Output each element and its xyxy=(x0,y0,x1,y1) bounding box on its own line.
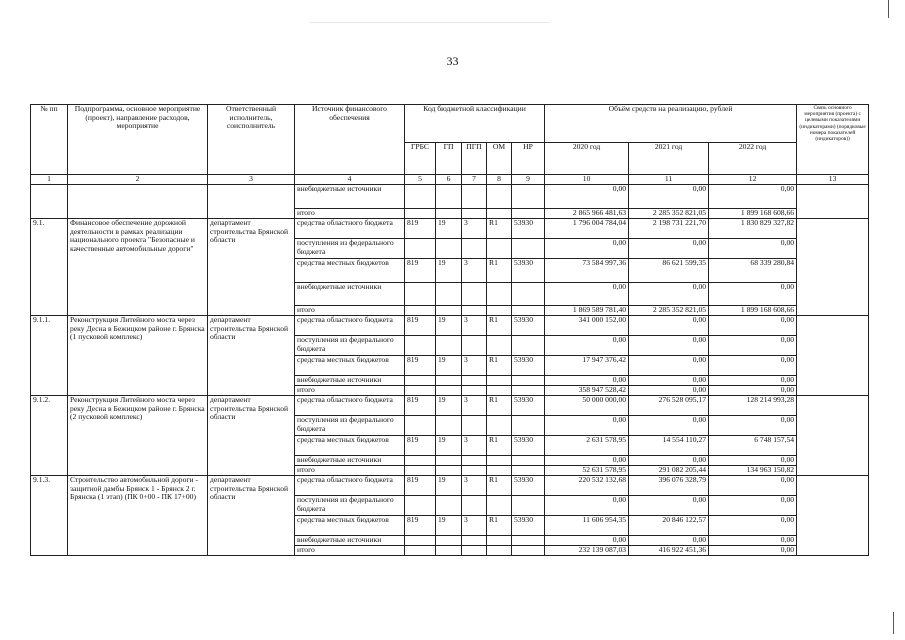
cell-gp: 19 xyxy=(436,316,462,336)
header-volume: Объём средств на реализацию, рублей xyxy=(545,105,797,143)
cell-np: 53930 xyxy=(512,436,545,456)
cell-2021: 0,00 xyxy=(629,456,709,466)
cell-2022: 0,00 xyxy=(709,376,797,386)
cell-num: 9.1.1. xyxy=(31,316,68,396)
col-number: 5 xyxy=(405,175,436,185)
cell-2022: 0,00 xyxy=(709,185,797,209)
cell-source: внебюджетные источники xyxy=(295,536,405,546)
cell-2022: 0,00 xyxy=(709,516,797,536)
cell-2020: 50 000 000,00 xyxy=(545,396,629,416)
col-number: 4 xyxy=(295,175,405,185)
cell-om: R1 xyxy=(487,436,512,456)
col-number: 13 xyxy=(797,175,869,185)
cell-2022: 128 214 993,28 xyxy=(709,396,797,416)
cell-2022: 134 963 150,82 xyxy=(709,466,797,476)
cell-responsible: департамент строительства Брянской области xyxy=(208,219,295,316)
cell-grbs: 819 xyxy=(405,516,436,536)
table-row xyxy=(31,476,869,496)
cell-pgp: 3 xyxy=(462,219,487,239)
cell-2021: 0,00 xyxy=(629,496,709,516)
cell-source: внебюджетные источники xyxy=(295,376,405,386)
cell-np: 53930 xyxy=(512,396,545,416)
cell-np: 53930 xyxy=(512,259,545,283)
cell-source: внебюджетные источники xyxy=(295,283,405,306)
header-gp: ГП xyxy=(436,143,462,175)
cell-program xyxy=(68,185,208,219)
page-number: 33 xyxy=(446,54,459,68)
cell-source: внебюджетные источники xyxy=(295,456,405,466)
cell-2020: 341 000 152,00 xyxy=(545,316,629,336)
header-source: Источник финансового обеспечения xyxy=(295,105,405,175)
cell-2020: 73 584 997,36 xyxy=(545,259,629,283)
cell-grbs: 819 xyxy=(405,316,436,336)
cell-grbs: 819 xyxy=(405,219,436,239)
cell-pgp: 3 xyxy=(462,476,487,496)
scan-artifact-right-bottom xyxy=(893,612,894,634)
cell-om: R1 xyxy=(487,396,512,416)
header-program: Подпрограмма, основное мероприятие (проект), направление расходов, мероприятие xyxy=(68,105,208,175)
cell-gp: 19 xyxy=(436,516,462,536)
cell-pgp: 3 xyxy=(462,396,487,416)
cell-source: итого xyxy=(295,546,405,556)
cell-pgp: 3 xyxy=(462,259,487,283)
header-row xyxy=(31,105,869,143)
cell-2020: 0,00 xyxy=(545,416,629,436)
budget-table xyxy=(30,104,869,556)
cell-source: средства местных бюджетов xyxy=(295,516,405,536)
cell-2022: 0,00 xyxy=(709,546,797,556)
header-grbs: ГРБС xyxy=(405,143,436,175)
cell-grbs: 819 xyxy=(405,476,436,496)
cell-link xyxy=(797,185,869,219)
cell-2021: 0,00 xyxy=(629,316,709,336)
cell-2020: 1 869 589 781,40 xyxy=(545,306,629,316)
cell-gp: 19 xyxy=(436,436,462,456)
cell-pgp: 3 xyxy=(462,356,487,376)
cell-2020: 0,00 xyxy=(545,456,629,466)
header-pgp: ПГП xyxy=(462,143,487,175)
cell-2022: 0,00 xyxy=(709,416,797,436)
cell-source: поступления из федерального бюджета xyxy=(295,416,405,436)
cell-gp: 19 xyxy=(436,396,462,416)
header-np: НР xyxy=(512,143,545,175)
cell-2022: 0,00 xyxy=(709,239,797,259)
cell-grbs: 819 xyxy=(405,356,436,376)
cell-2021: 20 846 122,57 xyxy=(629,516,709,536)
cell-2022: 1 830 829 327,82 xyxy=(709,219,797,239)
header-om: ОМ xyxy=(487,143,512,175)
cell-2020: 11 606 954,35 xyxy=(545,516,629,536)
cell-source: поступления из федерального бюджета xyxy=(295,496,405,516)
cell-gp: 19 xyxy=(436,219,462,239)
cell-responsible: департамент строительства Брянской области xyxy=(208,476,295,556)
cell-gp: 19 xyxy=(436,356,462,376)
cell-2020: 17 947 376,42 xyxy=(545,356,629,376)
header-2020: 2020 год xyxy=(545,143,629,175)
cell-source: итого xyxy=(295,466,405,476)
cell-program: Финансовое обеспечение дорожной деятельности в рамках реализации национального проекта "Безопасные и качественные автомобильные дороги" xyxy=(68,219,208,316)
header-num: № пп xyxy=(31,105,68,175)
cell-2021: 0,00 xyxy=(629,376,709,386)
cell-source: итого xyxy=(295,306,405,316)
cell-gp: 19 xyxy=(436,476,462,496)
col-number: 8 xyxy=(487,175,512,185)
col-number: 7 xyxy=(462,175,487,185)
cell-num: 9.1. xyxy=(31,219,68,316)
cell-responsible: департамент строительства Брянской области xyxy=(208,316,295,396)
cell-2020: 0,00 xyxy=(545,536,629,546)
cell-source: внебюджетные источники xyxy=(295,185,405,209)
cell-2021: 0,00 xyxy=(629,336,709,356)
cell-link xyxy=(797,316,869,396)
cell-source: средства областного бюджета xyxy=(295,316,405,336)
col-number: 11 xyxy=(629,175,709,185)
cell-2020: 0,00 xyxy=(545,185,629,209)
cell-2021: 0,00 xyxy=(629,416,709,436)
cell-2021: 0,00 xyxy=(629,239,709,259)
cell-grbs: 819 xyxy=(405,396,436,416)
cell-pgp: 3 xyxy=(462,316,487,336)
cell-num: 9.1.3. xyxy=(31,476,68,556)
cell-grbs: 819 xyxy=(405,436,436,456)
cell-om: R1 xyxy=(487,476,512,496)
cell-program: Реконструкция Литейного моста через реку Десна в Бежицком районе г. Брянска (2 пусковой комплекс) xyxy=(68,396,208,476)
cell-2020: 2 865 966 481,63 xyxy=(545,209,629,219)
cell-2020: 52 631 578,95 xyxy=(545,466,629,476)
cell-2022: 0,00 xyxy=(709,283,797,306)
col-number: 10 xyxy=(545,175,629,185)
cell-2020: 0,00 xyxy=(545,336,629,356)
cell-source: средства областного бюджета xyxy=(295,396,405,416)
header-2021: 2021 год xyxy=(629,143,709,175)
table-row xyxy=(31,396,869,416)
cell-2021: 0,00 xyxy=(629,185,709,209)
cell-2021: 0,00 xyxy=(629,536,709,546)
cell-source: поступления из федерального бюджета xyxy=(295,239,405,259)
cell-2021: 0,00 xyxy=(629,386,709,396)
cell-om: R1 xyxy=(487,356,512,376)
cell-2020: 220 532 132,68 xyxy=(545,476,629,496)
cell-2022: 0,00 xyxy=(709,356,797,376)
scan-artifact-top xyxy=(310,22,550,23)
table-row xyxy=(31,185,869,209)
cell-2022: 0,00 xyxy=(709,386,797,396)
cell-2022: 6 748 157,54 xyxy=(709,436,797,456)
cell-2022: 0,00 xyxy=(709,476,797,496)
cell-2022: 0,00 xyxy=(709,316,797,336)
header-link: Связь основного мероприятия (проекта) с целевыми показателями (индикаторами) (порядковые номера показателей (индикаторов)) xyxy=(797,105,869,175)
cell-2020: 358 947 528,42 xyxy=(545,386,629,396)
cell-np: 53930 xyxy=(512,476,545,496)
cell-2022: 0,00 xyxy=(709,496,797,516)
cell-2020: 1 796 004 784,04 xyxy=(545,219,629,239)
header-budget-code: Код бюджетной классификации xyxy=(405,105,545,143)
cell-2021: 0,00 xyxy=(629,356,709,376)
cell-2021: 396 076 328,79 xyxy=(629,476,709,496)
cell-np: 53930 xyxy=(512,356,545,376)
cell-np: 53930 xyxy=(512,219,545,239)
cell-2022: 0,00 xyxy=(709,336,797,356)
cell-program: Реконструкция Литейного моста через реку Десна в Бежицком районе г. Брянска (1 пусковой комплекс) xyxy=(68,316,208,396)
cell-2021: 86 621 599,35 xyxy=(629,259,709,283)
cell-link xyxy=(797,476,869,556)
cell-om: R1 xyxy=(487,316,512,336)
cell-2020: 0,00 xyxy=(545,496,629,516)
cell-num xyxy=(31,185,68,219)
cell-2021: 416 922 451,36 xyxy=(629,546,709,556)
cell-2021: 14 554 110,27 xyxy=(629,436,709,456)
cell-2021: 2 285 352 821,05 xyxy=(629,306,709,316)
cell-pgp: 3 xyxy=(462,436,487,456)
cell-2022: 68 339 280,84 xyxy=(709,259,797,283)
scan-artifact-right xyxy=(888,0,889,18)
col-number: 3 xyxy=(208,175,295,185)
cell-2020: 0,00 xyxy=(545,283,629,306)
cell-2021: 291 082 205,44 xyxy=(629,466,709,476)
table-row xyxy=(31,219,869,239)
cell-2022: 0,00 xyxy=(709,536,797,546)
col-number: 1 xyxy=(31,175,68,185)
cell-source: средства областного бюджета xyxy=(295,476,405,496)
cell-source: поступления из федерального бюджета xyxy=(295,336,405,356)
cell-source: итого xyxy=(295,386,405,396)
cell-grbs: 819 xyxy=(405,259,436,283)
table-row xyxy=(31,316,869,336)
cell-np: 53930 xyxy=(512,516,545,536)
cell-link xyxy=(797,219,869,316)
cell-2020: 232 139 087,03 xyxy=(545,546,629,556)
cell-om: R1 xyxy=(487,219,512,239)
cell-source: средства местных бюджетов xyxy=(295,356,405,376)
cell-2021: 0,00 xyxy=(629,283,709,306)
cell-2021: 2 198 731 221,70 xyxy=(629,219,709,239)
column-number-row xyxy=(31,175,869,185)
cell-2022: 1 899 168 608,66 xyxy=(709,306,797,316)
cell-np: 53930 xyxy=(512,316,545,336)
cell-om: R1 xyxy=(487,516,512,536)
cell-source: итого xyxy=(295,209,405,219)
cell-pgp: 3 xyxy=(462,516,487,536)
cell-2022: 0,00 xyxy=(709,456,797,466)
cell-2021: 276 528 095,17 xyxy=(629,396,709,416)
cell-program: Строительство автомобильной дороги - защитной дамбы Брянск 1 - Брянск 2 г. Брянска (1 этап) (ПК 0+00 - ПК 17+00) xyxy=(68,476,208,556)
cell-source: средства местных бюджетов xyxy=(295,259,405,283)
col-number: 6 xyxy=(436,175,462,185)
cell-2020: 2 631 578,95 xyxy=(545,436,629,456)
cell-link xyxy=(797,396,869,476)
cell-2020: 0,00 xyxy=(545,376,629,386)
cell-gp: 19 xyxy=(436,259,462,283)
cell-2022: 1 899 168 608,66 xyxy=(709,209,797,219)
header-2022: 2022 год xyxy=(709,143,797,175)
col-number: 12 xyxy=(709,175,797,185)
cell-num: 9.1.2. xyxy=(31,396,68,476)
col-number: 2 xyxy=(68,175,208,185)
cell-responsible: департамент строительства Брянской области xyxy=(208,396,295,476)
cell-2020: 0,00 xyxy=(545,239,629,259)
cell-responsible xyxy=(208,185,295,219)
cell-source: средства областного бюджета xyxy=(295,219,405,239)
cell-source: средства местных бюджетов xyxy=(295,436,405,456)
header-responsible: Ответственный исполнитель, соисполнитель xyxy=(208,105,295,175)
col-number: 9 xyxy=(512,175,545,185)
cell-2021: 2 285 352 821,05 xyxy=(629,209,709,219)
cell-om: R1 xyxy=(487,259,512,283)
